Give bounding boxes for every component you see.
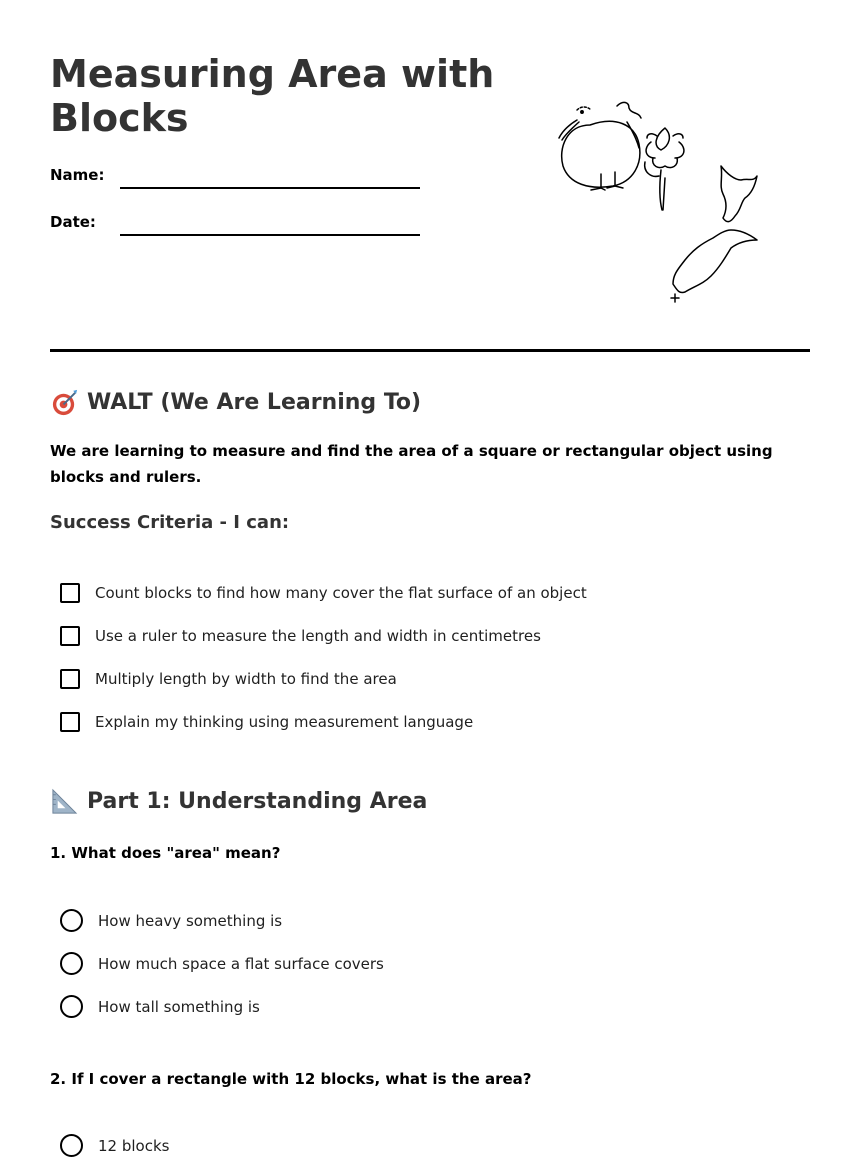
name-field[interactable] (120, 187, 420, 189)
criteria-item[interactable] (60, 583, 587, 603)
criteria-item[interactable] (60, 626, 541, 646)
radio-button[interactable] (60, 1134, 83, 1157)
criteria-label: Explain my thinking using measurement language (95, 713, 474, 731)
answer-option[interactable] (60, 909, 282, 932)
answer-option[interactable] (60, 1134, 169, 1157)
section-divider (50, 349, 810, 352)
kiwi-flower-new-zealand-illustration (555, 98, 765, 308)
question-2: 2. If I cover a rectangle with 12 blocks, what is the area? (50, 1070, 532, 1088)
answer-label: How heavy something is (98, 911, 283, 930)
walt-statement: We are learning to measure and find the area of a square or rectangular object using blocks and rulers. (50, 442, 773, 486)
answer-option[interactable] (60, 995, 260, 1018)
answer-label: How much space a flat surface covers (98, 954, 384, 973)
walt-heading (50, 388, 421, 417)
criteria-item[interactable] (60, 669, 397, 689)
criteria-label: Multiply length by width to find the area (95, 670, 397, 688)
radio-button[interactable] (60, 952, 83, 975)
answer-option[interactable] (60, 952, 384, 975)
checkbox[interactable] (60, 669, 80, 689)
name-label: Name: (50, 166, 105, 184)
walt-heading-label: WALT (We Are Learning To) (87, 390, 422, 415)
checkbox[interactable] (60, 583, 80, 603)
radio-button[interactable] (60, 995, 83, 1018)
criteria-label: Count blocks to find how many cover the flat surface of an object (95, 584, 587, 602)
question-1: 1. What does "area" mean? (50, 844, 281, 862)
checkbox[interactable] (60, 712, 80, 732)
radio-button[interactable] (60, 909, 83, 932)
criteria-item[interactable] (60, 712, 473, 732)
page-title: Measuring Area with Blocks (50, 52, 495, 140)
date-field[interactable] (120, 234, 420, 236)
answer-label: How tall something is (98, 997, 260, 1016)
target-icon (50, 388, 79, 417)
part1-heading (50, 787, 427, 816)
date-label: Date: (50, 213, 96, 231)
checkbox[interactable] (60, 626, 80, 646)
criteria-label: Use a ruler to measure the length and width in centimetres (95, 627, 541, 645)
success-criteria-heading: Success Criteria - I can: (50, 512, 290, 533)
part1-heading-label: Part 1: Understanding Area (87, 789, 428, 814)
set-square-icon (50, 787, 79, 816)
answer-label: 12 blocks (98, 1136, 170, 1155)
